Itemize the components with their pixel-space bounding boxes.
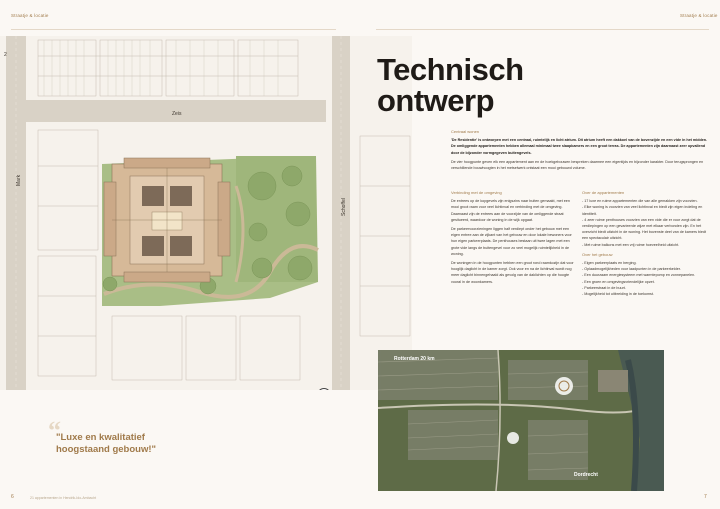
left-column (451, 190, 575, 288)
header-right-divider (376, 29, 709, 30)
quote-line-2: hoogstaand gebouw!" (56, 444, 157, 455)
intro-text: De vier hoogpunte geven elk een appartement aan en de hoekgebouwen bespreken daarmee een eigentijds en bijzonder karakter. Door terugsprongen en verschillende bouwhoogten in het metselwerk ontstaat een mooi gebouwd volume. (451, 159, 704, 171)
scale-mark: 2 (4, 52, 7, 58)
left-paragraph-1: De entrees op de kopgevels zijn enigszins naar buiten gemaakt, met een mooi groot raam voor veel lichtinval en verbinding met de omgeving. Daarnaast zijn de entrees aan de voorzijde van de omliggende straat gesitueerd, waardoor de woning in de wijk opgaat. (451, 199, 570, 222)
title-line-1: Technisch (377, 52, 524, 87)
list-item: - 4 zeer ruime penthouses voorzien van een vide die er voor zorgt dat de verdiepingen op een gevarieerde wijze met elkaar verbonden zijn. En het overzicht biedt uitzicht in de woning. Het bovenste deel van de kamers biedt een spectaculair uitzicht. (582, 217, 707, 241)
building-features-list (582, 260, 709, 297)
quote-mark-icon: “ (48, 416, 61, 445)
street-label-zeis: Zeis (172, 111, 182, 117)
page-number-right: 7 (704, 494, 707, 500)
location-pin-icon (555, 377, 573, 395)
street-label-mark: Mark (16, 174, 22, 186)
list-item: - Met ruime balkons met een vrij ruime hoeveelheid uitzicht. (582, 242, 680, 247)
list-item: - Oplaadmogelijkheden voor laadpunten in de parkeerkelder. (582, 267, 681, 272)
page-number-left: 6 (11, 494, 14, 500)
pull-quote (56, 432, 156, 456)
aerial-map-drawing (378, 350, 664, 491)
right-column-heading-2: Over het gebouw (582, 251, 613, 257)
right-column-heading: Over de appartementen (582, 190, 625, 195)
page-title (377, 54, 524, 116)
aerial-label-dordrecht: Dordrecht (574, 472, 598, 478)
list-item: - Elke woning is voorzien van veel lichtinval en biedt zijn eigen indeling en identiteit. (582, 205, 703, 216)
list-item: - Eigen parkeerplaats en berging. (582, 261, 637, 266)
header-left-divider (11, 29, 336, 30)
aerial-label-rotterdam: Rotterdam 20 km (394, 356, 435, 362)
footer-text: 21 appartementen in Hendrik-Ido-Ambacht (30, 496, 97, 500)
header-right-label: Straatje & locatie (680, 13, 718, 18)
title-line-2: ontwerp (377, 83, 495, 118)
apartment-features-list (582, 198, 709, 248)
north-arrow-icon (317, 388, 331, 390)
list-item: - 17 luxe en ruime appartementen die van alle gemakken zijn voorzien. (582, 199, 698, 204)
aerial-photo (378, 350, 664, 491)
intro-bold-text: 'De Residentie' is ontworpen met een centraal, ruimtelijk en licht atrium. Dit atrium heeft een dakkoel van de bovenzijde en een vide in het midden. De omliggende appartementen hebben allemaal minimaal twee slaapkamers en een groot terras. De appartementen zijn daarnaast zeer opvallend door de bijzonder vormgegeven buitengevels. (451, 138, 708, 155)
street-label-schoffel: Schoffel (341, 198, 347, 216)
left-column-heading: Verbinding met de omgeving (451, 190, 502, 195)
list-item: - Mogelijkheid tot uitbreiding in de toekomst. (582, 292, 654, 297)
site-plan (0, 36, 412, 390)
list-item: - Een duurzaam energiesysteem met warmtepomp en zonnepanelen. (582, 273, 696, 278)
quote-line-1: "Luxe en kwalitatief (56, 432, 145, 443)
left-paragraph-3: De woningen in de hoogpunten hebben een groot rond raamkozijn dat voor hooglijk daglicht in de kamer zorgt. Ook voor en na de lichtinval wordt nog meer daglicht binnengehaald als gevolg van de daklichten op die hoogte vooral in de woonkamers. (451, 261, 574, 284)
list-item: - Parkeerstraat in de buurt. (582, 285, 626, 290)
right-column (582, 190, 709, 297)
list-item: - Een groen en omgevingsvriendelijke opzet. (582, 279, 655, 284)
building-footprint (104, 158, 230, 282)
intro-section (451, 129, 709, 174)
site-plan-drawing (0, 36, 412, 390)
intro-heading: Centraal wonen (451, 129, 480, 134)
header-left-label: Straatje & locatie (11, 13, 49, 18)
left-paragraph-2: De parkeervoorzieningen liggen half verdiept onder het gebouw met een eigen entree aan de zijkant van het gebouw en door lokale bewoners voor hun eigen parkeerplaats. De penthouses bestaan uit twee lagen met een grote vide langs de buitengevel voor zo veel mogelijk ruimtelijkheid in de woning. (451, 227, 572, 256)
location-marker-icon (507, 432, 519, 444)
